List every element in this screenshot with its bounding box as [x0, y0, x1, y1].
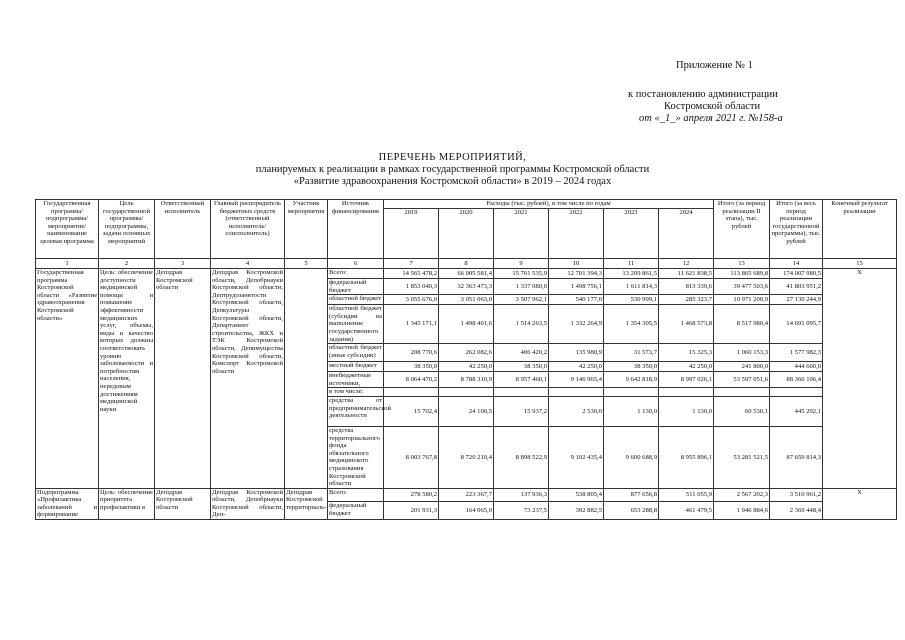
amount-cell: 406 420,2	[494, 344, 549, 362]
amount-cell: 15 761 535,9	[494, 269, 549, 279]
amount-cell	[714, 388, 770, 397]
column-index: 9	[494, 259, 549, 269]
amount-cell: 42 250,0	[659, 362, 714, 372]
amount-cell: 9 642 818,9	[604, 372, 659, 388]
amount-cell: 42 250,0	[439, 362, 494, 372]
document-title: ПЕРЕЧЕНЬ МЕРОПРИЯТИЙ,	[378, 152, 527, 163]
amount-cell: 164 065,0	[439, 502, 494, 520]
amount-cell: 15 937,2	[494, 396, 549, 426]
amount-cell: 38 350,0	[384, 362, 439, 372]
amount-cell: 32 363 473,3	[439, 279, 494, 295]
amount-cell: 1 498 401,6	[439, 305, 494, 344]
amount-cell: 31 573,7	[604, 344, 659, 362]
column-index: 10	[549, 259, 604, 269]
col-header-program: Государственная программа/ подпрограмма/ мероприятие/ наименование целевая программа	[36, 200, 99, 259]
amount-cell: 444 600,0	[770, 362, 823, 372]
program-finance-row	[36, 269, 897, 279]
amount-cell	[659, 388, 714, 397]
program-goal-cell: Цель: обеспечение приоритета профилактики в	[99, 488, 155, 519]
column-index: 13	[714, 259, 770, 269]
amount-cell: 13 209 861,5	[604, 269, 659, 279]
amount-cell: 1 332 264,9	[549, 305, 604, 344]
amount-cell: 38 350,0	[604, 362, 659, 372]
funding-source-cell: средства от предпринимательской деятельности	[328, 396, 384, 426]
funding-source-cell: областной бюджет (субсидии на выполнение государственного задания)	[329, 305, 382, 343]
col-header-total-stage2: Итого (за период реализации II этапа), тыс. рублей	[714, 200, 770, 259]
amount-cell: 1 577 982,3	[770, 344, 823, 362]
amount-cell: 137 936,3	[494, 488, 549, 501]
amount-cell	[384, 388, 439, 397]
program-name-cell: Подпрограмма «Профилактика заболеваний и формирование	[37, 488, 97, 519]
amount-cell: 38 350,0	[494, 362, 549, 372]
amount-cell: 41 803 951,2	[770, 279, 823, 295]
result-cell: X	[823, 488, 897, 519]
amount-cell: 201 931,3	[384, 502, 439, 520]
subprogram-finance-row	[36, 488, 897, 501]
amount-cell: 9 146 965,4	[549, 372, 604, 388]
amount-cell: 538 805,4	[549, 488, 604, 501]
amount-cell: 392 882,5	[549, 502, 604, 520]
amount-cell: 1 853 040,3	[384, 279, 439, 295]
amount-cell: 9 102 435,4	[549, 426, 604, 488]
amount-cell: 241 800,0	[714, 362, 770, 372]
funding-source-cell: Всего:	[328, 269, 384, 279]
funding-source-cell: внебюджетные источники,	[328, 372, 384, 388]
amount-cell: 877 656,8	[604, 488, 659, 501]
col-header-manager: Главный распорядитель бюджетных средств (ответственный исполнитель/ соисполнитель)	[211, 200, 285, 259]
amount-cell: 445 292,1	[770, 396, 823, 426]
amount-cell	[604, 388, 659, 397]
column-index: 7	[384, 259, 439, 269]
funding-source-cell: средства территориального фонда обязательного медицинского страхования Костромской области	[328, 426, 384, 488]
amount-cell: 53 597 051,6	[714, 372, 770, 388]
amount-cell: 1 345 171,1	[384, 305, 439, 344]
funding-source-cell: федеральный бюджет	[328, 279, 384, 295]
amount-cell	[549, 388, 604, 397]
amount-cell: 73 237,5	[494, 502, 549, 520]
column-index: 15	[823, 259, 897, 269]
amount-cell: 262 082,6	[439, 344, 494, 362]
column-index: 5	[285, 259, 328, 269]
col-header-year: 2020	[439, 208, 494, 258]
measures-table	[35, 199, 897, 520]
col-header-source: Источник финансирования	[328, 200, 384, 259]
manager-cell: Депздрав Костромской области, Депобрнауки Костромской области, Деп-	[212, 488, 283, 519]
amount-cell: 2 567 202,3	[714, 488, 770, 501]
col-header-year: 2023	[604, 208, 659, 258]
result-cell: X	[823, 269, 897, 489]
amount-cell: 113 865 689,8	[714, 269, 770, 279]
amount-cell: 285 323,7	[659, 295, 714, 305]
decree-authority: Костромской области	[664, 101, 761, 112]
amount-cell: 3 055 676,0	[384, 295, 439, 305]
col-header-expenses: Расходы (тыс. рублей), в том числе по годам	[384, 200, 714, 209]
amount-cell: 8 788 310,9	[439, 372, 494, 388]
amount-cell: 3 510 961,2	[770, 488, 823, 501]
amount-cell: 24 100,5	[439, 396, 494, 426]
col-header-total-all: Итого (за весь период реализации государственной программы), тыс. рублей	[770, 200, 823, 259]
amount-cell: 8 517 980,4	[714, 305, 770, 344]
amount-cell: 135 980,9	[549, 344, 604, 362]
funding-source-cell: местный бюджет	[328, 362, 384, 372]
amount-cell: 8 064 470,2	[384, 372, 439, 388]
participant-cell	[285, 269, 328, 489]
amount-cell: 278 580,2	[384, 488, 439, 501]
amount-cell: 2 530,0	[549, 396, 604, 426]
amount-cell: 1 060 153,3	[714, 344, 770, 362]
column-index: 8	[439, 259, 494, 269]
col-header-goal: Цель государственной программы/ подпрограммы, задачи основных мероприятий	[99, 200, 155, 259]
executor-cell: Депздрав Костромской области	[155, 488, 211, 519]
amount-cell: 1 611 814,3	[604, 279, 659, 295]
decree-date-number: от «_1_» апреля 2021 г. №158-а	[639, 113, 783, 124]
column-index: 11	[604, 259, 659, 269]
col-header-participant: Участник мероприятия	[285, 200, 328, 259]
amount-cell: 540 177,0	[549, 295, 604, 305]
amount-cell: 1 337 080,0	[494, 279, 549, 295]
amount-cell: 27 130 244,9	[770, 295, 823, 305]
amount-cell: 1 354 305,5	[604, 305, 659, 344]
funding-source-cell: в том числе:	[328, 388, 384, 397]
decree-reference: к постановлению администрации	[628, 89, 778, 100]
column-index: 4	[211, 259, 285, 269]
amount-cell: 813 339,6	[659, 279, 714, 295]
col-header-year: 2019	[384, 208, 439, 258]
manager-cell: Депздрав Костромской области, Депобрнауки Костромской области, Дептрудозанятости Костромской области, Депкультуры Костромской области, Департамент строительства, ЖКХ и ТЭК Костромской области, Депимущества Костромской области, Комспорт Костромской области	[211, 269, 285, 489]
amount-cell: 1 514 263,5	[494, 305, 549, 344]
amount-cell: 12 701 394,3	[549, 269, 604, 279]
funding-source-cell: областной бюджет (иные субсидии)	[328, 344, 384, 362]
amount-cell: 53 281 521,5	[714, 426, 770, 488]
column-index: 3	[155, 259, 211, 269]
amount-cell: 2 369 448,4	[770, 502, 823, 520]
amount-cell: 87 659 814,3	[770, 426, 823, 488]
amount-cell: 39 477 503,6	[714, 279, 770, 295]
amount-cell: 8 955 896,1	[659, 426, 714, 488]
amount-cell: 15 702,4	[384, 396, 439, 426]
amount-cell: 66 005 581,4	[439, 269, 494, 279]
amount-cell: 1 130,0	[659, 396, 714, 426]
col-header-year: 2024	[659, 208, 714, 258]
column-index: 12	[659, 259, 714, 269]
amount-cell: 9 600 688,9	[604, 426, 659, 488]
column-index: 6	[328, 259, 384, 269]
amount-cell: 60 530,1	[714, 396, 770, 426]
amount-cell: 15 325,3	[659, 344, 714, 362]
amount-cell: 8 720 210,4	[439, 426, 494, 488]
amount-cell: 8 957 460,1	[494, 372, 549, 388]
column-index: 2	[99, 259, 155, 269]
funding-source-cell: федеральный бюджет	[328, 502, 384, 520]
amount-cell: 10 971 200,9	[714, 295, 770, 305]
document-subtitle-2: «Развитие здравоохранения Костромской области» в 2019 – 2024 годах	[293, 176, 612, 187]
amount-cell: 11 621 838,5	[659, 269, 714, 279]
col-header-executor: Ответственный исполнитель	[155, 200, 211, 259]
amount-cell: 8 898 522,9	[494, 426, 549, 488]
document-subtitle-1: планируемых к реализации в рамках государственной программы Костромской области	[255, 164, 650, 175]
column-index: 1	[36, 259, 99, 269]
amount-cell: 653 288,8	[604, 502, 659, 520]
amount-cell: 3 051 063,0	[439, 295, 494, 305]
amount-cell: 174 007 980,5	[770, 269, 823, 279]
amount-cell: 8 003 767,8	[384, 426, 439, 488]
amount-cell	[770, 388, 823, 397]
amount-cell: 8 997 026,1	[659, 372, 714, 388]
amount-cell: 208 770,6	[384, 344, 439, 362]
amount-cell: 42 250,0	[549, 362, 604, 372]
column-index-row	[36, 259, 897, 269]
amount-cell: 88 360 106,4	[770, 372, 823, 388]
funding-source-cell: областной бюджет	[328, 295, 384, 305]
column-index: 14	[770, 259, 823, 269]
amount-cell: 1 468 573,8	[659, 305, 714, 344]
amount-cell: 14 565 478,2	[384, 269, 439, 279]
executor-cell: Депздрав Костромской области	[155, 269, 211, 489]
appendix-number: Приложение № 1	[676, 60, 753, 71]
amount-cell: 511 055,9	[659, 488, 714, 501]
amount-cell: 14 691 095,7	[770, 305, 823, 344]
amount-cell: 1 946 884,6	[714, 502, 770, 520]
amount-cell: 461 479,5	[659, 502, 714, 520]
amount-cell: 1 498 756,1	[549, 279, 604, 295]
amount-cell	[494, 388, 549, 397]
amount-cell: 530 999,1	[604, 295, 659, 305]
amount-cell: 223 367,7	[439, 488, 494, 501]
amount-cell: 1 130,0	[604, 396, 659, 426]
participant-cell: Депздрав Костромской территориаль-	[285, 488, 328, 519]
col-header-result: Конечный результат реализации	[823, 200, 897, 259]
col-header-year: 2022	[549, 208, 604, 258]
amount-cell	[439, 388, 494, 397]
program-goal-cell: Цель: обеспечение доступности медицинской помощи и повышение эффективности медицинских услуг, объемы, виды и качество которых должны соответствовать уровню заболеваемости и потребностям населения, передовым достижениям медицинской науки	[99, 269, 155, 489]
amount-cell: 3 507 962,1	[494, 295, 549, 305]
col-header-year: 2021	[494, 208, 549, 258]
program-name-cell: Государственная программа Костромской области «Развитие здравоохранения Костромской области»	[36, 269, 99, 489]
funding-source-cell: Всего:	[328, 488, 384, 501]
